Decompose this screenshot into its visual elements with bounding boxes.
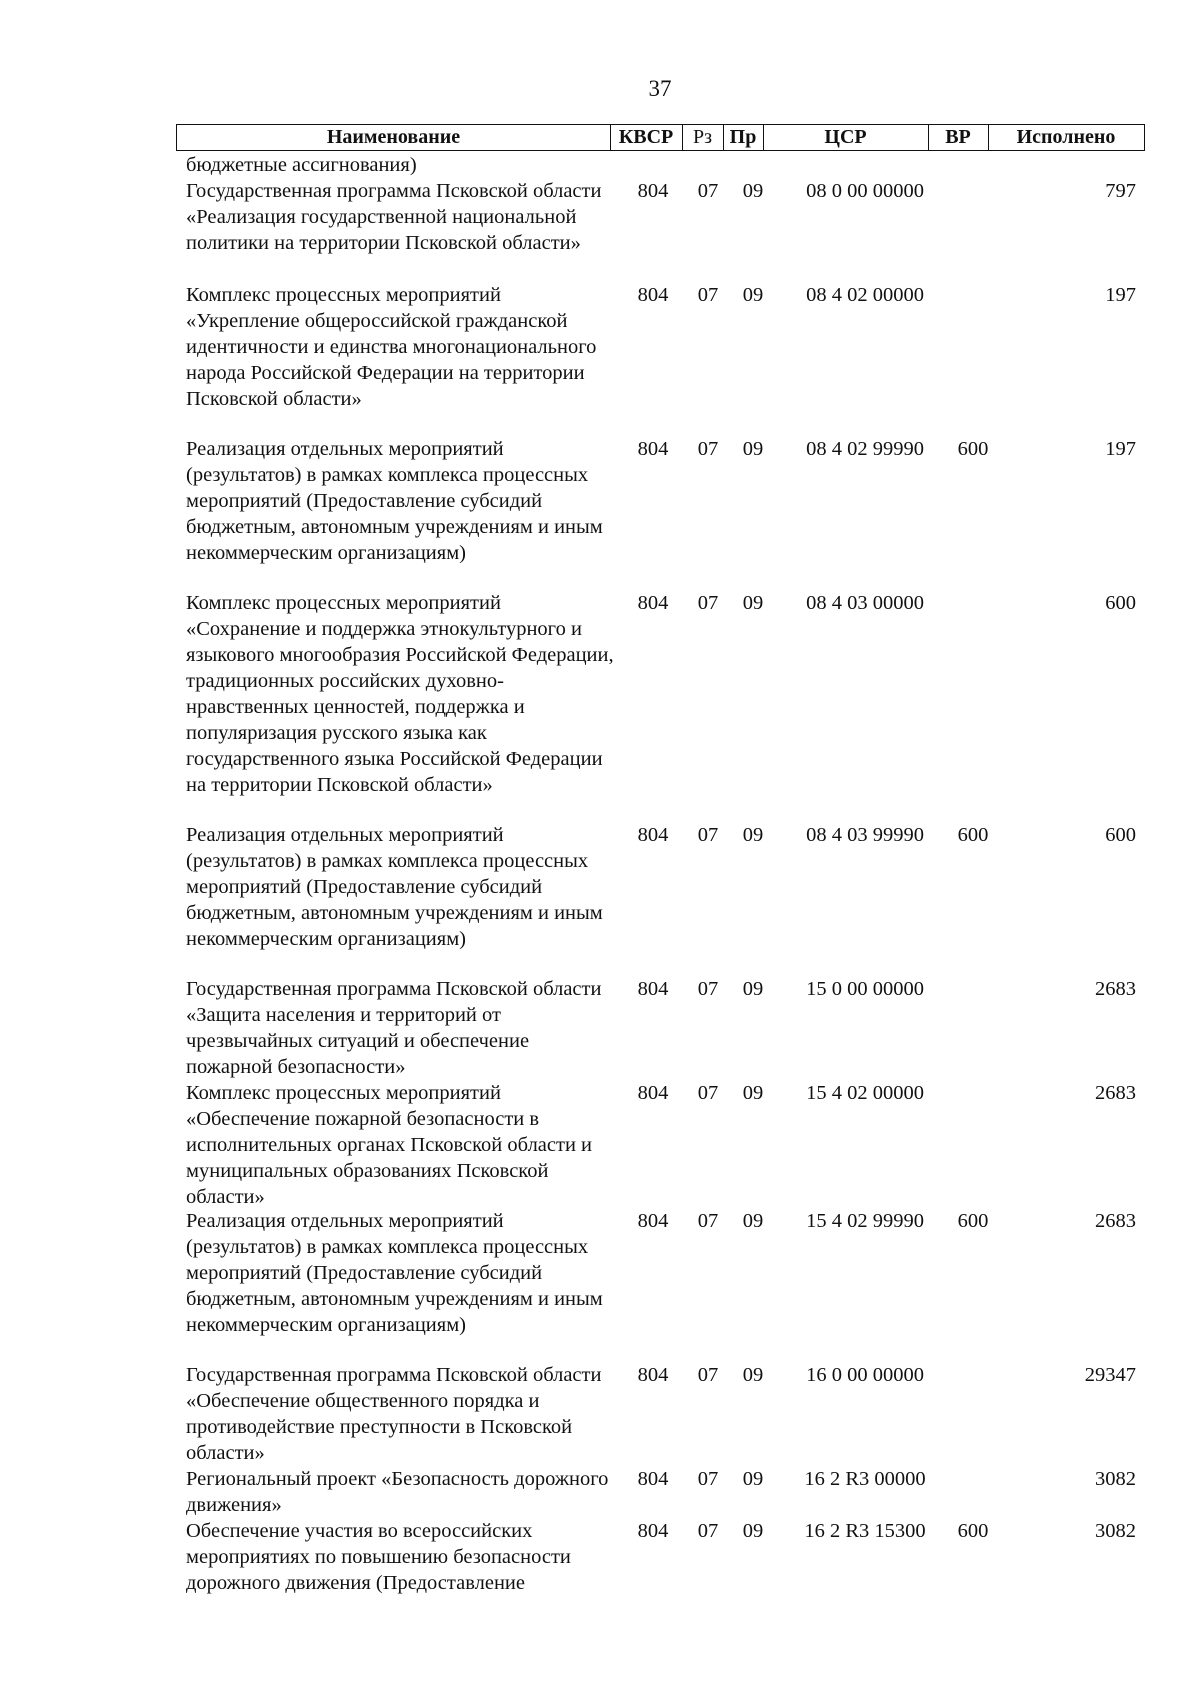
header-pr: Пр [729, 126, 757, 148]
row-rz: 07 [697, 1520, 719, 1542]
row-kvsr: 804 [637, 1082, 669, 1104]
header-csr: ЦСР [824, 126, 867, 148]
row-kvsr: 804 [637, 592, 669, 614]
row-vr: 600 [957, 1520, 989, 1542]
row-name: Реализация отдельных мероприятий (результатов) в рамках комплекса процессных мероприятий (Предоставление субсидий бюджетным, автономным учреждениям и иным некоммерческим организациям) [186, 1210, 603, 1336]
row-csr: 08 0 00 00000 [806, 180, 924, 202]
row-value: 2683 [1095, 1082, 1136, 1104]
row-name: Комплекс процессных мероприятий «Обеспечение пожарной безопасности в исполнительных органах Псковской области и муниципальных образованиях Псковской области» [186, 1082, 593, 1208]
row-pr: 09 [742, 1082, 764, 1104]
row-kvsr: 804 [637, 284, 669, 306]
row-name: Реализация отдельных мероприятий (результатов) в рамках комплекса процессных мероприятий (Предоставление субсидий бюджетным, автономным учреждениям и иным некоммерческим организациям) [186, 824, 603, 950]
row-csr: 15 0 00 00000 [806, 978, 924, 1000]
row-rz: 07 [697, 1364, 719, 1386]
row-pr: 09 [742, 592, 764, 614]
row-value: 2683 [1095, 978, 1136, 1000]
row-csr: 08 4 03 00000 [806, 592, 924, 614]
row-kvsr: 804 [637, 438, 669, 460]
row-value: 797 [1105, 180, 1136, 202]
row-csr: 16 0 00 00000 [806, 1364, 924, 1386]
row-name: Комплекс процессных мероприятий «Укрепление общероссийской гражданской идентичности и единства многонационального народа Российской Федерации на территории Псковской области» [186, 284, 597, 410]
row-pr: 09 [742, 1210, 764, 1232]
row-pr: 09 [742, 978, 764, 1000]
row-kvsr: 804 [637, 180, 669, 202]
row-csr: 16 2 R3 00000 [804, 1468, 926, 1490]
row-kvsr: 804 [637, 1210, 669, 1232]
row-vr: 600 [957, 1210, 989, 1232]
header-rz: Рз [692, 126, 713, 148]
page-number: 37 [648, 76, 672, 101]
row-pr: 09 [742, 1468, 764, 1490]
row-rz: 07 [697, 284, 719, 306]
row-kvsr: 804 [637, 1520, 669, 1542]
row-kvsr: 804 [637, 1364, 669, 1386]
row-value: 600 [1105, 824, 1136, 846]
row-rz: 07 [697, 180, 719, 202]
row-name: Обеспечение участия во всероссийских мероприятиях по повышению безопасности дорожного движения (Предоставление [186, 1520, 571, 1594]
row-name: Реализация отдельных мероприятий (результатов) в рамках комплекса процессных мероприятий (Предоставление субсидий бюджетным, автономным учреждениям и иным некоммерческим организациям) [186, 438, 603, 564]
row-csr: 08 4 02 00000 [806, 284, 924, 306]
row-kvsr: 804 [637, 978, 669, 1000]
row-rz: 07 [697, 1082, 719, 1104]
row-value: 197 [1105, 438, 1136, 460]
row-kvsr: 804 [637, 1468, 669, 1490]
row-csr: 08 4 02 99990 [806, 438, 924, 460]
row-pr: 09 [742, 824, 764, 846]
row-name: Комплекс процессных мероприятий «Сохранение и поддержка этнокультурного и языкового многообразия Российской Федерации, традиционных российских духовно-нравственных ценностей, поддержка и популяризация русского языка как государственного языка Российской Федерации на территории Псковской области» [186, 592, 614, 796]
row-value: 600 [1105, 592, 1136, 614]
header-kvsr: КВСР [618, 126, 674, 148]
row-vr: 600 [957, 438, 989, 460]
row-csr: 15 4 02 99990 [806, 1210, 924, 1232]
row-name: Государственная программа Псковской области «Обеспечение общественного порядка и противодействие преступности в Псковской области» [186, 1364, 602, 1464]
row-name: Региональный проект «Безопасность дорожного движения» [186, 1468, 609, 1516]
row-value: 3082 [1095, 1468, 1136, 1490]
row-rz: 07 [697, 978, 719, 1000]
row-csr: 15 4 02 00000 [806, 1082, 924, 1104]
row-pr: 09 [742, 1520, 764, 1542]
row-value: 197 [1105, 284, 1136, 306]
row-vr: 600 [957, 824, 989, 846]
row-pr: 09 [742, 284, 764, 306]
header-name: Наименование [326, 126, 461, 148]
row-kvsr: 804 [637, 824, 669, 846]
row-pr: 09 [742, 180, 764, 202]
row-rz: 07 [697, 592, 719, 614]
header-ispolneno: Исполнено [1016, 126, 1116, 148]
row-name: Государственная программа Псковской области «Реализация государственной национальной политики на территории Псковской области» [186, 180, 602, 254]
row-name: бюджетные ассигнования) [186, 154, 417, 176]
row-pr: 09 [742, 438, 764, 460]
row-rz: 07 [697, 1210, 719, 1232]
row-csr: 08 4 03 99990 [806, 824, 924, 846]
row-pr: 09 [742, 1364, 764, 1386]
row-value: 3082 [1095, 1520, 1136, 1542]
header-vr: ВР [945, 126, 971, 148]
row-value: 2683 [1095, 1210, 1136, 1232]
row-csr: 16 2 R3 15300 [804, 1520, 926, 1542]
table-header [176, 124, 1145, 151]
row-value: 29347 [1084, 1364, 1136, 1386]
row-rz: 07 [697, 824, 719, 846]
row-name: Государственная программа Псковской области «Защита населения и территорий от чрезвычайных ситуаций и обеспечение пожарной безопасности» [186, 978, 602, 1078]
row-rz: 07 [697, 438, 719, 460]
row-rz: 07 [697, 1468, 719, 1490]
